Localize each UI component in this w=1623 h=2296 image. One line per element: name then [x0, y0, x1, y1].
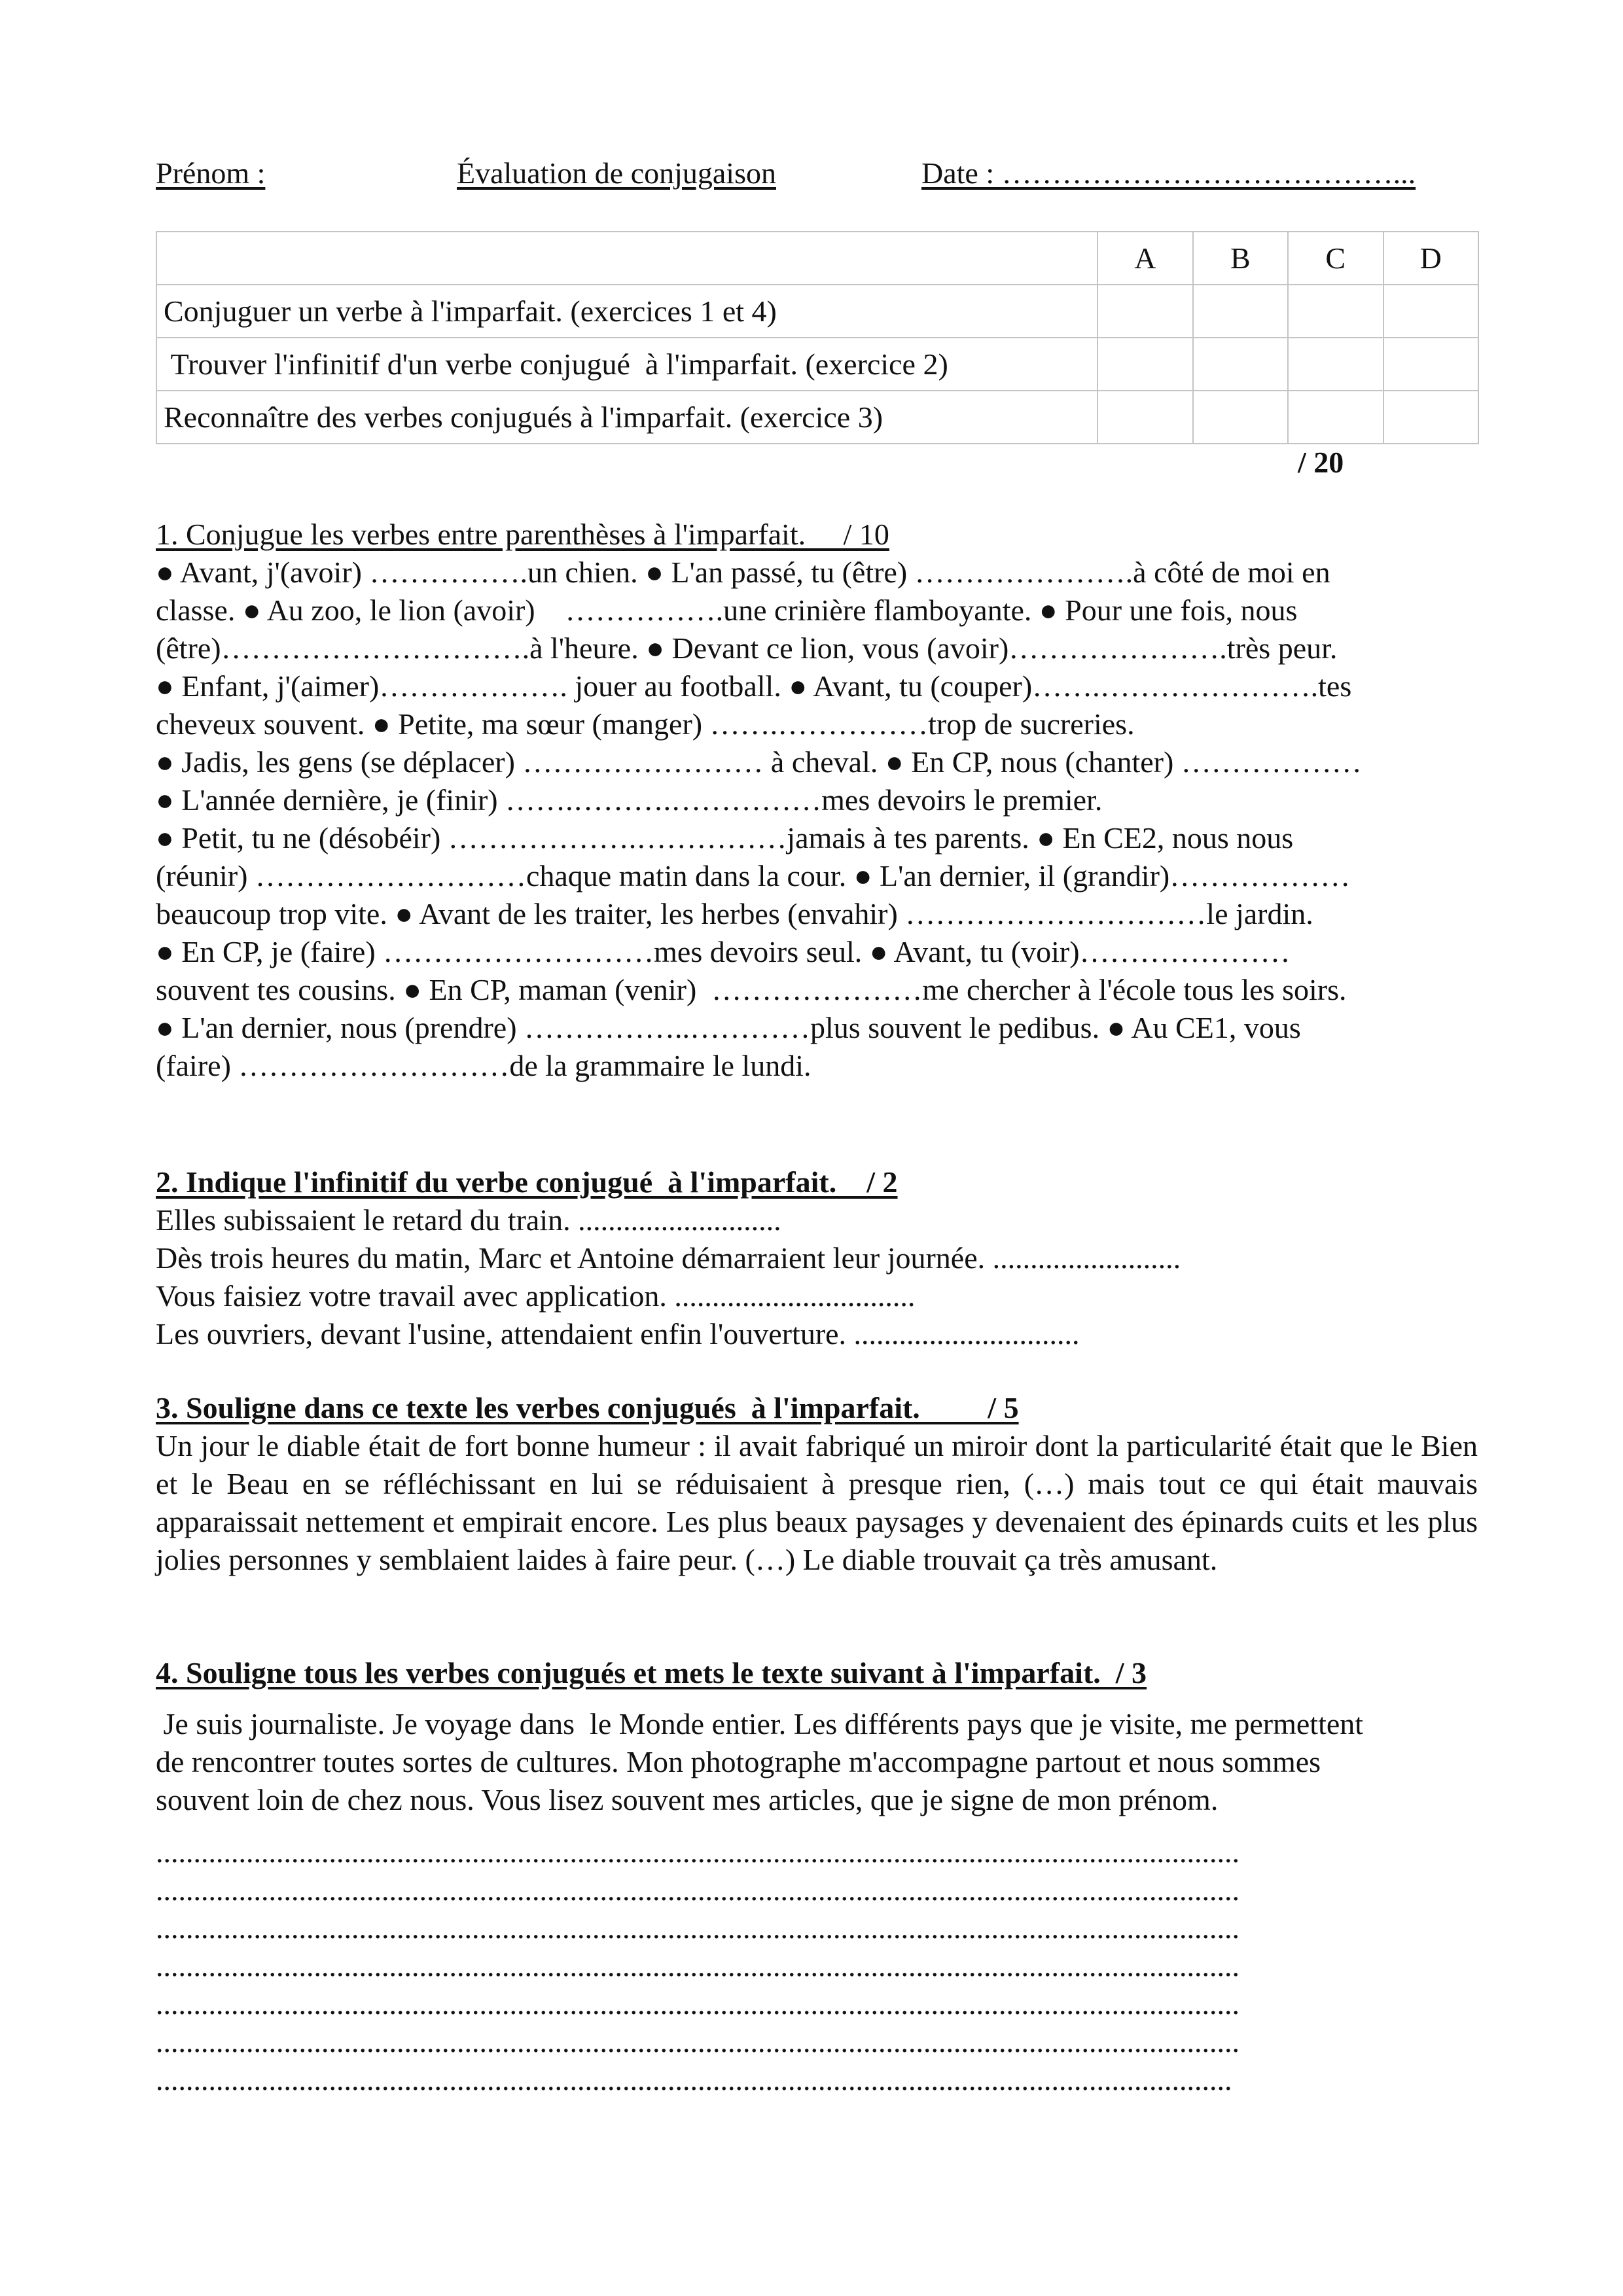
grade-cell: [1193, 391, 1288, 444]
grade-cell: [1193, 285, 1288, 338]
exercise-line: Dès trois heures du matin, Marc et Antoine démarraient leur journée. .........................: [156, 1241, 1181, 1275]
exercise-line: souvent loin de chez nous. Vous lisez souvent mes articles, que je signe de mon prénom.: [156, 1783, 1219, 1816]
exercise-line: ● L'année dernière, je (finir) …….……….……………mes devoirs le premier.: [156, 783, 1103, 817]
date-label: Date : …………………………………...: [921, 156, 1416, 190]
first-name-label: Prénom :: [156, 156, 266, 190]
grade-cell: [1193, 338, 1288, 391]
exercise-line: ● Petit, tu ne (désobéir) ……………….……………jamais à tes parents. ● En CE2, nous nous: [156, 821, 1294, 855]
answer-area: [156, 1833, 1478, 2099]
grid-header-row: [156, 232, 1478, 285]
answer-line: ................................................................................................................................................: [156, 1835, 1240, 1869]
exercise-line: ● Avant, j'(avoir) …………….un chien. ● L'an passé, tu (être) ………………….à côté de moi en: [156, 556, 1330, 589]
exercise-line: (réunir) ………………………chaque matin dans la cour. ● L'an dernier, il (grandir)………………: [156, 859, 1351, 892]
criterion-cell: Reconnaître des verbes conjugués à l'imparfait. (exercice 3): [156, 391, 1097, 444]
exercise-4: [156, 1654, 1478, 2099]
exercise-line: ● L'an dernier, nous (prendre) ……………..…………plus souvent le pedibus. ● Au CE1, vous: [156, 1011, 1301, 1044]
level-header-c: C: [1288, 232, 1383, 285]
answer-line: ................................................................................................................................................: [156, 1949, 1240, 1983]
grade-cell: [1383, 285, 1479, 338]
exercise-line: souvent tes cousins. ● En CP, maman (venir) …………………me chercher à l'école tous les soirs.: [156, 973, 1347, 1006]
exercise-4-title: 4. Souligne tous les verbes conjugués et mets le texte suivant à l'imparfait. / 3: [156, 1656, 1147, 1689]
exercise-3-paragraph: Un jour le diable était de fort bonne humeur : il avait fabriqué un miroir dont la particularité était que le Bien et le Beau en se réfléchissant en lui se réduisaient à presque rien, (…) mais tout ce qui était mauvais apparaissait nettement et empirait encore. Les plus beaux paysages y devenaient des épinards cuits et les plus jolies personnes y semblaient laides à faire peur. (…) Le diable trouvait ça très amusant.: [156, 1429, 1478, 1576]
grade-cell: [1097, 338, 1192, 391]
grade-cell: [1288, 338, 1383, 391]
exercise-line: ● Enfant, j'(aimer)………………. jouer au football. ● Avant, tu (couper)…….………………….tes: [156, 669, 1352, 703]
answer-line: ................................................................................................................................................: [156, 1911, 1240, 1945]
grade-cell: [1383, 391, 1479, 444]
exercise-1-title: 1. Conjugue les verbes entre parenthèses à l'imparfait. / 10: [156, 518, 889, 551]
exercise-3: [156, 1389, 1478, 1579]
exercise-line: ● En CP, je (faire) ………………………mes devoirs seul. ● Avant, tu (voir)…………………: [156, 935, 1291, 968]
grade-cell: [1288, 391, 1383, 444]
grade-cell: [1288, 285, 1383, 338]
grade-cell: [1097, 391, 1192, 444]
exercise-line: cheveux souvent. ● Petite, ma sœur (manger) …….……………trop de sucreries.: [156, 707, 1135, 741]
page-title: Évaluation de conjugaison: [457, 156, 776, 190]
evaluation-grid: [156, 231, 1479, 444]
level-header-b: B: [1193, 232, 1288, 285]
exercise-line: (faire) ………………………de la grammaire le lundi.: [156, 1049, 812, 1082]
answer-line: ................................................................................................................................................: [156, 1873, 1240, 1907]
exercise-line: Je suis journaliste. Je voyage dans le Monde entier. Les différents pays que je visite, me permettent: [156, 1707, 1364, 1740]
grid-empty-cell: [156, 232, 1097, 285]
total-score: / 20: [1298, 446, 1344, 479]
criterion-cell: Conjuguer un verbe à l'imparfait. (exercices 1 et 4): [156, 285, 1097, 338]
exercise-line: ● Jadis, les gens (se déplacer) …………………… à cheval. ● En CP, nous (chanter) ………………: [156, 745, 1362, 779]
level-header-d: D: [1383, 232, 1479, 285]
exercise-line: de rencontrer toutes sortes de cultures. Mon photographe m'accompagne partout et nous sommes: [156, 1745, 1321, 1778]
exercise-line: classe. ● Au zoo, le lion (avoir) …………….une crinière flamboyante. ● Pour une fois, nous: [156, 593, 1298, 627]
exercise-line: (être)………………………….à l'heure. ● Devant ce lion, vous (avoir)………………….très peur.: [156, 631, 1338, 665]
exercise-line: Les ouvriers, devant l'usine, attendaient enfin l'ouverture. ..............................: [156, 1317, 1080, 1351]
exercise-2: [156, 1163, 1478, 1353]
exercise-3-title: 3. Souligne dans ce texte les verbes conjugués à l'imparfait. / 5: [156, 1391, 1019, 1424]
grid-row: [156, 391, 1478, 444]
grade-cell: [1383, 338, 1479, 391]
header: [156, 156, 1478, 195]
grade-cell: [1097, 285, 1192, 338]
criterion-cell: Trouver l'infinitif d'un verbe conjugué à l'imparfait. (exercice 2): [156, 338, 1097, 391]
exercise-line: Vous faisiez votre travail avec application. ................................: [156, 1279, 916, 1313]
answer-line: ................................................................................................................................................: [156, 2025, 1240, 2058]
level-header-a: A: [1097, 232, 1192, 285]
grid-row: [156, 285, 1478, 338]
answer-line: ...............................................................................................................................................: [156, 2063, 1232, 2096]
exercise-line: Elles subissaient le retard du train. ...........................: [156, 1203, 781, 1237]
exercise-1: [156, 516, 1478, 1085]
exercise-line: beaucoup trop vite. ● Avant de les traiter, les herbes (envahir) …………………………le jardin.: [156, 897, 1313, 930]
exercise-4-paragraph: [156, 1705, 1478, 1819]
grid-row: [156, 338, 1478, 391]
answer-line: ................................................................................................................................................: [156, 1987, 1240, 2021]
exercise-2-title: 2. Indique l'infinitif du verbe conjugué à l'imparfait. / 2: [156, 1165, 898, 1199]
